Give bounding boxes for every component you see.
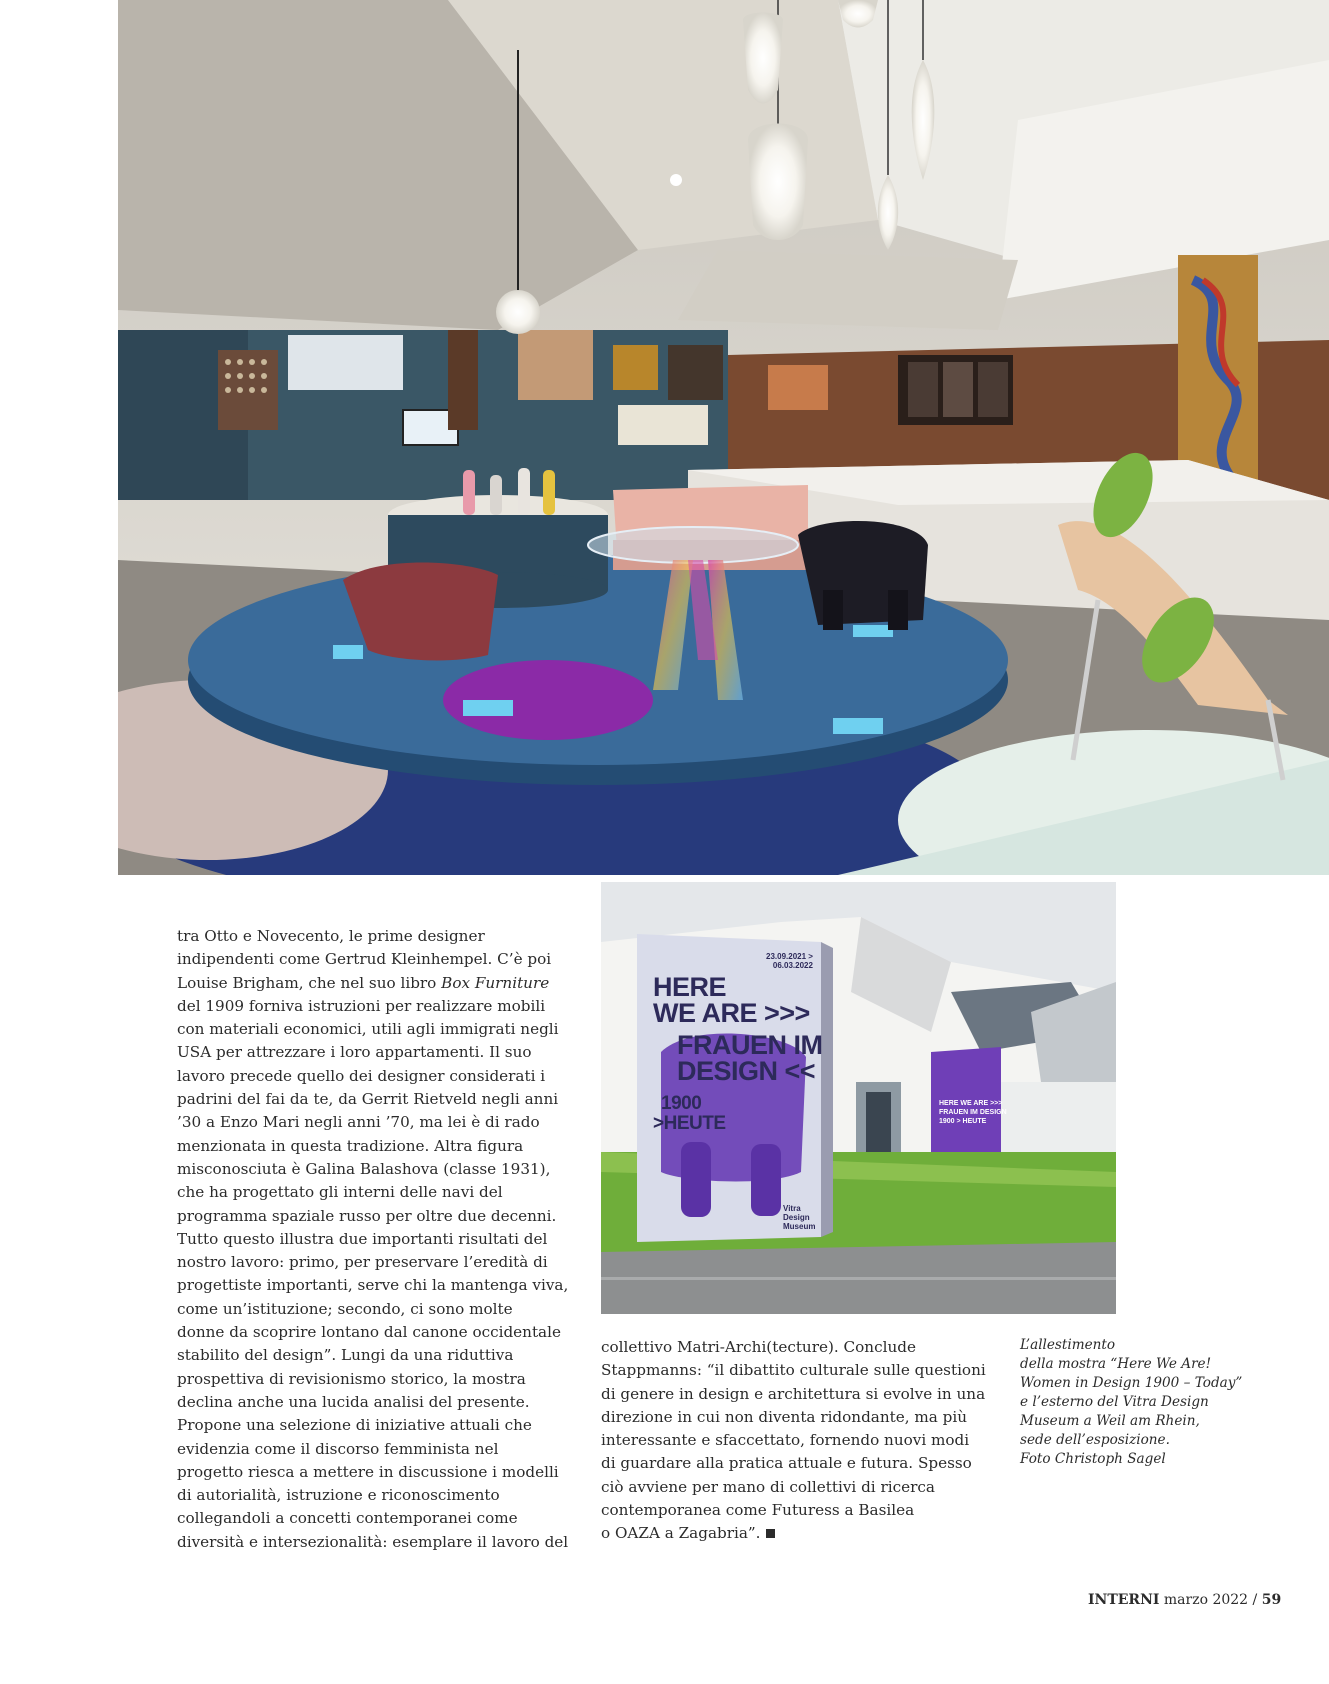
museum-exterior-photo [601,882,1116,1314]
caption-line: sede dell’esposizione. [1020,1432,1170,1448]
book-title: Box Furniture [441,973,550,992]
caption-line: e l’esterno del Vitra Design [1020,1394,1209,1410]
building-banner [939,1100,1007,1126]
poster-line-heute: >HEUTE [653,1113,726,1134]
text-line: programma spaziale russo per oltre due decenni. [177,1206,557,1225]
text-line: di guardare alla pratica attuale e futura. Spesso [601,1454,972,1473]
caption-line: Museum a Weil am Rhein, [1020,1413,1200,1429]
text-line: di autorialità, istruzione e riconoscimento [177,1486,500,1505]
text-line: diversità e intersezionalità: esemplare il lavoro del [177,1532,569,1551]
magazine-name: INTERNI [1088,1592,1160,1608]
text-segment: Louise Brigham, che nel suo libro [177,973,442,992]
poster-museum-word-1: Vitra [783,1204,801,1213]
text-line: di genere in design e architettura si evolve in una [601,1384,986,1403]
text-line: USA per attrezzare i loro appartamenti. Il suo [177,1043,532,1062]
poster-line-design: DESIGN << [677,1056,816,1086]
page-number: 59 [1261,1592,1282,1608]
end-of-article-icon [766,1529,775,1538]
text-line: Propone una selezione di iniziative attuali che [177,1416,532,1435]
poster-museum-word-2: Design [783,1213,810,1223]
poster-date-start: 23.09.2021 > [766,952,813,961]
text-line: direzione in cui non diventa ridondante, ma più [601,1407,968,1426]
poster-museum-word-3: Museum [783,1222,816,1232]
text-line: ’30 a Enzo Mari negli anni ’70, ma lei è di rado [177,1113,540,1132]
poster-date-end: 06.03.2022 [772,961,813,971]
text-line: nostro lavoro: primo, per preservare l’eredità di [177,1253,548,1272]
text-line: collegandoli a concetti contemporanei come [177,1509,518,1528]
caption-line: della mostra “Here We Are! [1020,1356,1212,1372]
text-line: interessante e sfaccettato, fornendo nuovi modi [601,1431,970,1450]
text-line: tra Otto e Novecento, le prime designer [177,927,485,945]
text-line [601,1522,1001,1545]
text-segment: o OAZA a Zagabria”. [601,1524,761,1543]
text-line [177,972,577,995]
text-line: Tutto questo illustra due importanti risultati del [177,1229,548,1248]
text-line: collettivo Matri-Archi(tecture). Conclude [601,1338,916,1356]
caption-line: Foto Christoph Sagel [1020,1451,1166,1467]
text-line: progetto riesca a mettere in discussione i modelli [177,1462,559,1481]
text-line: declina anche una lucida analisi del presente. [177,1392,530,1411]
text-line: donne da scoprire lontano dal canone occidentale [177,1323,561,1342]
page-folio [1088,1592,1281,1608]
poster-line-frauen: FRAUEN IM [677,1030,823,1060]
article-column-left [177,925,577,1554]
text-line: misconosciuta è Galina Balashova (classe 1931), [177,1159,551,1178]
caption-line: L’allestimento [1020,1337,1116,1353]
banner-line-1: HERE WE ARE >>> [939,1100,1003,1107]
poster-line-we-are: WE ARE >>> [653,998,810,1028]
text-line: con materiali economici, utili agli immigrati negli [177,1020,559,1039]
text-line: stabilito del design”. Lungi da una riduttiva [177,1346,514,1365]
exhibition-interior-photo [118,0,1329,875]
poster-line-1900: 1900 [661,1093,702,1114]
text-line: prospettiva di revisionismo storico, la mostra [177,1369,526,1388]
text-line: del 1909 forniva istruzioni per realizzare mobili [177,996,546,1015]
text-line: evidenzia come il discorso femminista nel [177,1439,499,1458]
text-line: lavoro precede quello dei designer considerati i [177,1066,546,1085]
text-line: padrini del fai da te, da Gerrit Rietveld negli anni [177,1090,559,1109]
text-line: contemporanea come Futuress a Basilea [601,1501,915,1520]
poster-dates [766,952,813,970]
text-line: ciò avviene per mano di collettivi di ricerca [601,1477,935,1496]
text-line: menzionata in questa tradizione. Altra figura [177,1136,524,1155]
text-line: Stappmanns: “il dibattito culturale sulle questioni [601,1361,986,1380]
poster-line-here: HERE [653,972,727,1002]
caption-line: Women in Design 1900 – Today” [1020,1375,1243,1391]
text-line: come un’istituzione; secondo, ci sono molte [177,1299,513,1318]
text-line: progettiste importanti, serve chi la mantenga viva, [177,1276,569,1295]
banner-line-3: 1900 > HEUTE [939,1117,987,1125]
folio-separator: / [1248,1592,1262,1608]
article-column-middle [601,1336,1001,1546]
issue-date: marzo 2022 [1163,1592,1249,1608]
photo-caption [1020,1336,1280,1469]
poster-museum-logo [783,1204,815,1232]
text-line: che ha progettato gli interni delle navi del [177,1183,503,1202]
banner-line-2: FRAUEN IM DESIGN [939,1108,1007,1116]
text-line: indipendenti come Gertrud Kleinhempel. C’è poi [177,950,552,969]
exhibition-interior-illustration [118,0,1329,875]
